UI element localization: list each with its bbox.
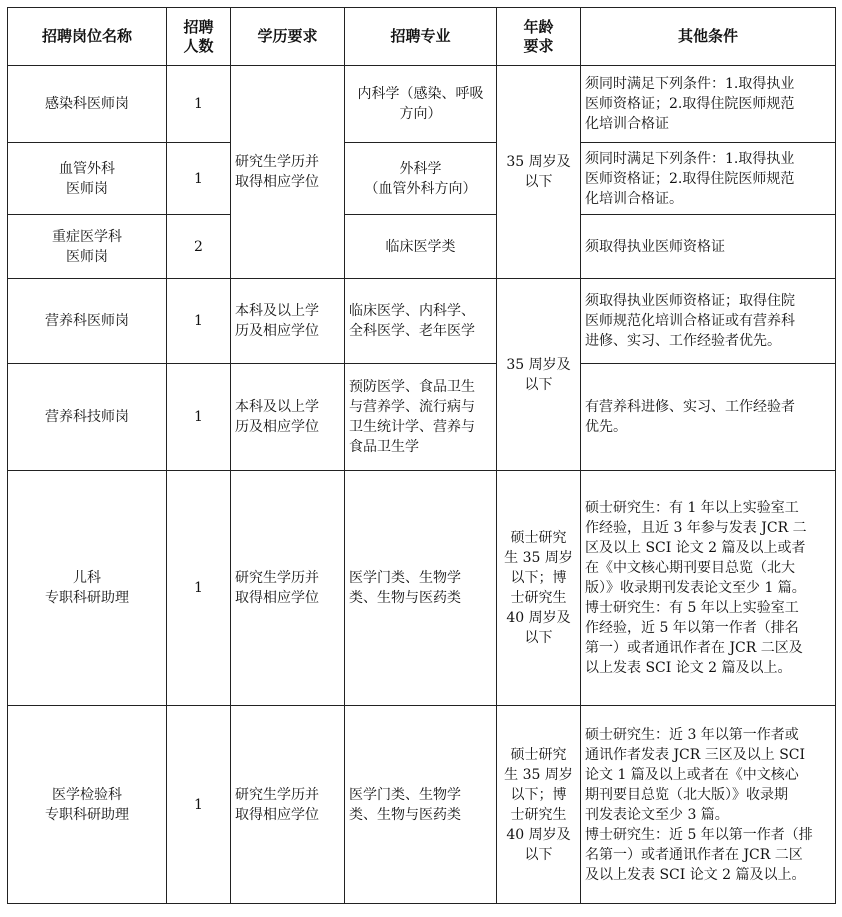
position-line: 医师岗: [66, 180, 108, 197]
age-line: 硕士研究: [510, 530, 567, 546]
position-line: 营养科医师岗: [45, 313, 129, 329]
age-line: 士研究生: [510, 590, 567, 606]
education-cell: [231, 66, 345, 279]
position-cell: [8, 66, 167, 143]
count-cell: 1: [167, 279, 231, 364]
count-cell: 1: [167, 706, 231, 904]
age-cell: [497, 471, 581, 706]
position-line: 医学检验科: [52, 786, 122, 803]
other-line: 须取得执业医师资格证: [585, 238, 725, 255]
education-line: 本科及以上学: [235, 399, 319, 415]
other-line: 版）》收录期刊发表论文至少 1 篇。: [585, 580, 806, 596]
other-line: 以上发表 SCI 论文 2 篇及以上。: [585, 660, 792, 676]
education-line: 研究生学历并: [235, 154, 319, 170]
header-count: [167, 8, 231, 66]
age-line: 40 周岁及: [506, 610, 571, 626]
education-cell: [231, 364, 345, 471]
age-line: 士研究生: [510, 806, 567, 823]
other-cell: [581, 279, 836, 364]
count-cell: 1: [167, 66, 231, 143]
other-line: 须同时满足下列条件：1.取得执业: [585, 150, 795, 167]
education-line: 本科及以上学: [235, 303, 319, 319]
education-line: 研究生学历并: [235, 786, 319, 803]
other-cell: [581, 706, 836, 904]
table-row: [8, 364, 836, 471]
other-line: 通讯作者发表 JCR 三区及以上 SCI: [585, 746, 806, 763]
header-age: [497, 8, 581, 66]
major-line: 全科医学、老年医学: [349, 323, 475, 339]
other-line: 须同时满足下列条件：1.取得执业: [585, 76, 795, 92]
major-line: 临床医学类: [385, 238, 456, 255]
major-line: 预防医学、食品卫生: [349, 379, 475, 395]
major-line: 类、生物与医药类: [349, 590, 461, 606]
age-line: 以下；博: [510, 570, 567, 586]
position-line: 血管外科: [59, 160, 115, 177]
header-age-line: 要求: [523, 36, 554, 55]
age-line: 40 周岁及: [506, 826, 571, 843]
position-cell: [8, 215, 167, 279]
age-line: 35 周岁及: [506, 154, 571, 170]
other-line: 博士研究生：有 5 年以上实验室工: [585, 600, 799, 616]
major-cell: [345, 143, 497, 215]
education-line: 研究生学历并: [235, 570, 319, 586]
education-line: 取得相应学位: [235, 590, 319, 606]
other-line: 硕士研究生：有 1 年以上实验室工: [585, 500, 799, 516]
position-line: 重症医学科: [52, 228, 122, 245]
count-cell: 1: [167, 143, 231, 215]
other-line: 论文 1 篇及以上或者在《中文核心: [585, 766, 799, 783]
age-line: 以下: [524, 846, 553, 863]
header-age-line: 年龄: [523, 17, 554, 36]
position-line: 医师岗: [66, 248, 108, 265]
other-line: 化培训合格证: [585, 116, 669, 132]
major-line: 卫生统计学、营养与: [349, 419, 475, 435]
other-line: 在《中文核心期刊要目总览（北大: [585, 560, 795, 576]
table-row: [8, 279, 836, 364]
major-cell: [345, 364, 497, 471]
age-line: 以下；博: [510, 786, 567, 803]
other-line: 硕士研究生：近 3 年以第一作者或: [585, 726, 799, 743]
other-cell: [581, 471, 836, 706]
other-line: 第一）或者通讯作者在 JCR 二区及: [585, 640, 803, 656]
table-row: [8, 66, 836, 143]
position-cell: [8, 364, 167, 471]
other-line: 刊发表论文至少 3 篇。: [585, 806, 729, 823]
table-row: [8, 471, 836, 706]
position-line: 儿科: [73, 570, 101, 586]
age-cell: [497, 66, 581, 279]
age-cell: [497, 706, 581, 904]
position-line: 专职科研助理: [45, 806, 129, 823]
age-line: 生 35 周岁: [504, 766, 573, 783]
major-line: 与营养学、流行病与: [349, 399, 475, 415]
education-cell: [231, 279, 345, 364]
other-line: 须取得执业医师资格证；取得住院: [585, 293, 795, 309]
major-line: 方向）: [399, 106, 442, 122]
other-line: 及以上发表 SCI 论文 2 篇及以上。: [585, 866, 806, 883]
other-line: 期刊要目总览（北大版）》收录期: [585, 786, 788, 803]
major-line: 食品卫生学: [349, 439, 419, 455]
major-line: 医学门类、生物学: [349, 786, 461, 803]
education-line: 取得相应学位: [235, 174, 319, 190]
other-cell: [581, 66, 836, 143]
other-line: 有营养科进修、实习、工作经验者: [585, 399, 795, 415]
major-cell: [345, 471, 497, 706]
header-count-line: 招聘: [183, 17, 214, 36]
major-line: 内科学（感染、呼吸: [357, 86, 484, 102]
other-line: 博士研究生：近 5 年以第一作者（排: [585, 826, 813, 843]
header-major: 招聘专业: [345, 8, 497, 66]
header-other: 其他条件: [581, 8, 836, 66]
other-line: 进修、实习、工作经验者优先。: [585, 333, 781, 349]
major-line: 医学门类、生物学: [349, 570, 461, 586]
age-line: 以下: [524, 174, 553, 190]
recruitment-table: [7, 7, 836, 904]
count-cell: 2: [167, 215, 231, 279]
age-cell: [497, 279, 581, 471]
other-line: 医师规范化培训合格证或有营养科: [585, 313, 795, 329]
major-cell: [345, 215, 497, 279]
position-line: 营养科技师岗: [45, 409, 129, 425]
header-education: 学历要求: [231, 8, 345, 66]
table-row: [8, 215, 836, 279]
position-cell: [8, 279, 167, 364]
education-line: 历及相应学位: [235, 323, 319, 339]
other-line: 医师资格证；2.取得住院医师规范: [585, 96, 795, 112]
age-line: 以下: [524, 376, 553, 393]
other-line: 作经验，且近 3 年参与发表 JCR 二: [585, 520, 807, 536]
other-line: 化培训合格证。: [585, 190, 683, 207]
header-position: 招聘岗位名称: [8, 8, 167, 66]
age-line: 以下: [524, 630, 553, 646]
other-cell: [581, 364, 836, 471]
major-line: 临床医学、内科学、: [349, 303, 475, 319]
major-cell: [345, 706, 497, 904]
education-line: 历及相应学位: [235, 419, 319, 435]
major-line: （血管外科方向）: [364, 180, 477, 197]
major-cell: [345, 66, 497, 143]
other-line: 区及以上 SCI 论文 2 篇及以上或者: [585, 540, 806, 556]
other-line: 优先。: [585, 419, 627, 435]
age-line: 生 35 周岁: [504, 550, 573, 566]
other-cell: [581, 215, 836, 279]
other-cell: [581, 143, 836, 215]
position-line: 专职科研助理: [45, 590, 129, 606]
other-line: 医师资格证；2.取得住院医师规范: [585, 170, 795, 187]
major-line: 类、生物与医药类: [349, 806, 461, 823]
age-line: 硕士研究: [510, 746, 567, 763]
header-count-line: 人数: [183, 36, 214, 55]
table-row: [8, 143, 836, 215]
position-cell: [8, 471, 167, 706]
position-line: 感染科医师岗: [45, 96, 129, 112]
other-line: 作经验，近 5 年以第一作者（排名: [585, 620, 799, 636]
education-cell: [231, 706, 345, 904]
count-cell: 1: [167, 471, 231, 706]
count-cell: 1: [167, 364, 231, 471]
other-line: 名第一）或者通讯作者在 JCR 二区: [585, 846, 803, 863]
major-cell: [345, 279, 497, 364]
major-line: 外科学: [399, 160, 442, 177]
table-row: [8, 706, 836, 904]
age-line: 35 周岁及: [506, 356, 571, 373]
header-row: [8, 8, 836, 66]
position-cell: [8, 143, 167, 215]
education-cell: [231, 471, 345, 706]
education-line: 取得相应学位: [235, 806, 319, 823]
position-cell: [8, 706, 167, 904]
